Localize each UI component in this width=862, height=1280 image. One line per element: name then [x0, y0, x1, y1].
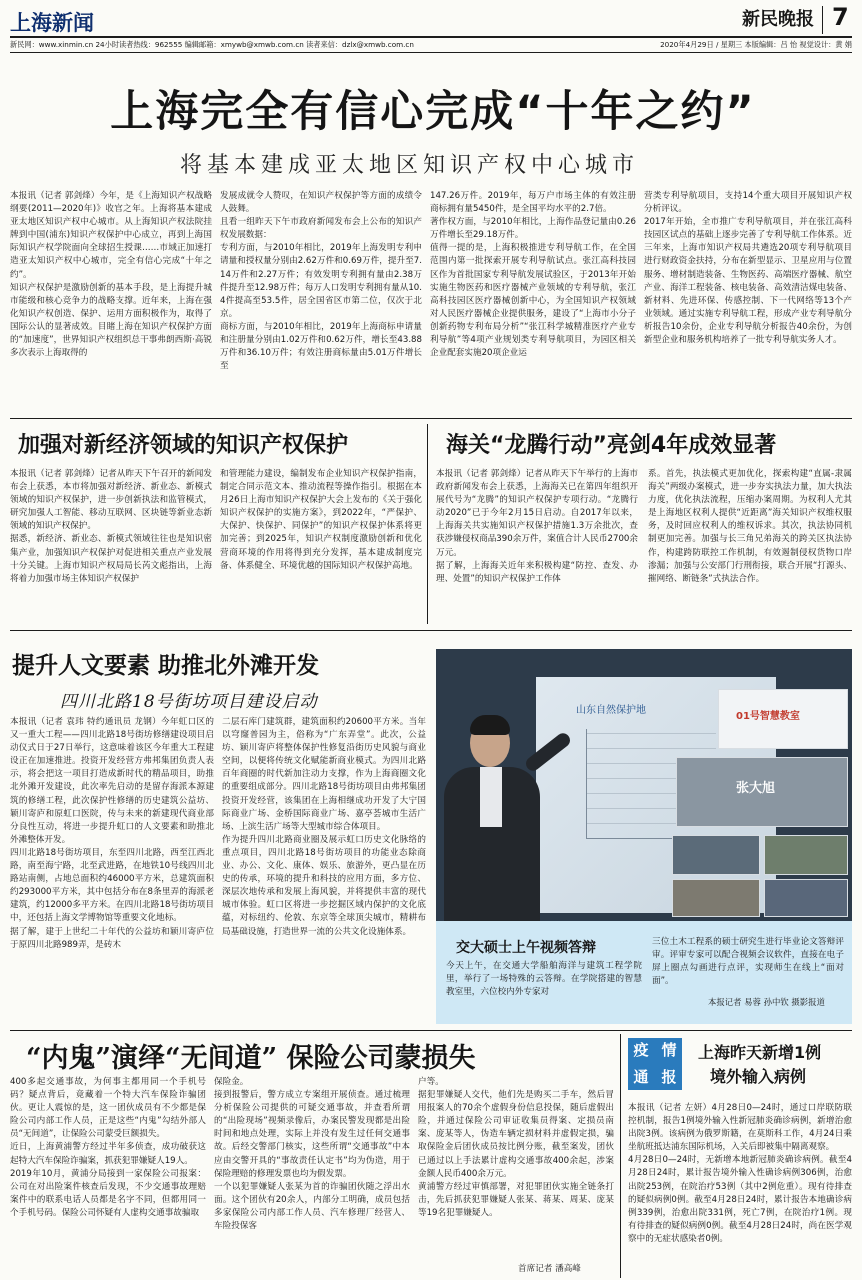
- badge-char-4: 报: [661, 1068, 677, 1086]
- newspaper-logo: 新民晚报: [742, 9, 814, 30]
- story3-headline: 海关“龙腾行动”亮剑4年成效显著: [446, 433, 777, 458]
- photo-caption-right: 三位土木工程系的硕士研究生进行毕业论文答辩评审。评审专家可以配合视频会议软件，直接在电子屏上圈点勾画进行点评，实现师生在线上“面对面”。: [652, 937, 844, 986]
- story4-column-2: 二层石库门建筑群，建筑面积约20600平方米。当年以穹窿普园为主，俗称为“广东弄堂”。此次，公益坊、颖川寄庐将整体保护性修复沿街历史风貌与商业空间，以便将传统文化赋能新商业模式。为四川北路百年商圈的时代新加注动力支撑，作为上海商圈文化的重要组成部分。四川北路18号街坊项目由弗邦集团投资开发经营，该集团在上海相继成功开发了大宁国际商业广场、金桥国际商业广场、嘉亭荟城市生活广场、上滨生活广场等大型城市综合体项目。 作为提升四川北路商业圈及展示虹口历史文化脉络的重点项目，四川北路18号街坊项目的功能业态除商业、办公、文化、康体、娱乐、旅游外，更凸显在历史的传承，环境的提升和科技的应用方面，多方位、深层次地传承和发展上海风貌，并将提供丰富的现代城市体验。虹口区将进一步挖掘区域内保护的文化底蕴，对标纽约、伦敦、东京等全球顶尖城市，精耕布局基础设施，打造世界一流的公共文化设施体系。: [222, 717, 426, 937]
- masthead-rule: [10, 36, 852, 38]
- screen-title: 山东自然保护地: [576, 705, 646, 716]
- story3-column-2: 系。首先，执法模式更加优化，探索构建“直属-隶属海关”两级办案模式，进一步夯实执法力量，加大执法力度，优化执法流程，压缩办案周期。为权利人尤其是上海地区权利人提供“近距离”海关知识产权维权服务，及时回应权利人的维权诉求。其次，执法协同机制更加完善。加强与长三角兄弟海关的跨关区执法协作，构建跨防联控工作机制，有效遏制侵权货物口岸渗漏；加强与公安部门行刑衔接，联合开展“打源头、摧网络、断链条”式执法合作。: [648, 469, 852, 584]
- video-panel-6: [764, 879, 848, 917]
- lead-bottom-rule: [10, 418, 852, 419]
- story5-column-2: 保险金。 接到报警后，警方成立专案组开展侦查。通过梳理分析保险公司提供的可疑交通事故，并查看所谓的“出险现场”视频录像后，办案民警发现都是出险时间和地点处理，实际上并没有发生过任何交通事故。后经交警部门核实，这些所谓“交通事故”中本应由交警开具的“事故责任认定书”均为伪造，用于保险理赔的修理发票也均为假发票。 一个以犯罪嫌疑人张某为首的诈骗团伙随之浮出水面。这个团伙有20余人，内部分工明确，成员包括多家保险公司内部工作人员、汽车修理厂经营人、车险投保客: [214, 1077, 410, 1232]
- story5-column-1: 400多起交通事故，为何事主都用同一个手机号码？疑点背后，竟藏着一个特大汽车保险诈骗团伙。更让人震惊的是，这一团伙成员有不少都是保险公司内部工作人员，正是这些“内鬼”勾结外部人员“无间道”，让保险公司蒙受巨额损失。 近日，上海黄浦警方经过半年多侦查，成功破获这起特大汽车保险诈骗案，抓获犯罪嫌疑人19人。 2019年10月，黄浦分局接到一家保险公司报案：公司在对出险案件核查后发现，不少交通事故理赔案件中的联系电话人员都是名字不同，但都用同一个手机号码。保险公司怀疑有人虚构交通事故骗取: [10, 1077, 206, 1218]
- video-label-1: 01号智慧教室: [736, 711, 800, 722]
- masthead-rule-bottom: [10, 52, 852, 53]
- story3-bottom-rule: [10, 630, 852, 631]
- story2-story3-divider: [427, 424, 428, 624]
- date-line: 2020年4月29日 / 星期三 本版编辑：吕 怡 视觉设计：黄 娟: [660, 40, 852, 49]
- story5-story6-divider: [620, 1034, 621, 1278]
- section-title: 上海新闻: [10, 11, 94, 35]
- story4-headline: 提升人文要素 助推北外滩开发: [12, 653, 320, 679]
- lead-column-4: 营类专利导航项目，支持14个重大项目开展知识产权分析评议。 2017年开始，全市推广专利导航项目，并在张江高科技园区试点的基础上逐步完善了专利导航工作体系。近三年来，上海市知识产权局共遴选20项专利导航项目进行财政资金扶持，分布在新型显示、卫星应用与位置服务、增材制造装备、生物医药、高端医疗器械、航空产业、海洋工程装备、核电装备、高效清洁煤电装备、新材料、先进环保、传感控制、下一代网络等13个产业领域。通过实施专利导航工程，形成产业专利导航分析报告10余份，企业专利导航分析报告40余份，为创新型企业和服务机构培养了一批专利导航实务人才。: [644, 191, 852, 346]
- epidemic-report-badge: [628, 1038, 682, 1090]
- news-photo: [436, 649, 852, 921]
- photo-credit: 本报记者 易蓉 孙中钦 摄影报道: [708, 997, 825, 1007]
- video-panel-4: [764, 835, 848, 875]
- story4-subheadline: 四川北路18号街坊项目建设启动: [60, 692, 318, 712]
- story6-headline-line-1: 上海昨天新增1例: [698, 1043, 822, 1062]
- story6-body: 本报讯（记者 左妍）4月28日0—24时，通过口岸联防联控机制，报告1例境外输入性新冠肺炎确诊病例，新增治愈出院3例。该病例为俄罗斯籍，在莫斯科工作，4月24日乘坐航班抵达浦东国际机场，入关后即被集中隔离观察。 4月28日0—24时，无新增本地新冠肺炎确诊病例。截至4月28日24时，累计报告境外输入性确诊病例306例，治愈出院253例，在院治疗53例（其中2例危重）。现有待排查的疑似病例0例。截至4月28日24时，累计报告本地确诊病例339例，治愈出院331例，死亡7例，在院治疗1例。现有待排查的疑似病例0例。截至4月28日24时，尚在医学观察中的无症状感染者0例。: [628, 1103, 852, 1244]
- badge-char-3: 通: [633, 1068, 649, 1086]
- badge-char-1: 疫: [633, 1041, 649, 1059]
- story4-bottom-rule: [10, 1030, 852, 1031]
- story6-headline-line-2: 境外输入病例: [710, 1067, 807, 1086]
- presenter-shirt: [480, 767, 502, 827]
- photo-caption-title: 交大硕士上午视频答辩: [456, 940, 596, 956]
- lead-column-3: 147.26万件。2019年，每万户市场主体的有效注册商标拥有量5450件，是全国平均水平的2.7倍。 著作权方面，与2010年相比，上海作品登记量由0.26万件增长至29.18万件。 值得一提的是，上海积极推进专利导航工作，在全国范围内第一批探索开展专利导航试点。张江高科技园区作为首批国家专利导航发展试验区，于2013年开始实施生物医药和医疗器械产业领域的专利导航，张江高科技园区医疗器械创新中心，为全国知识产权领域对人民医疗器械企业提供服务，建设了“上海市小分子创新药物专利布局分析”“张江科学城精准医疗产业专利导航”等4项产业规划类专利导航项目，为园区相关企业配套实施20项企业运: [430, 191, 636, 359]
- story5-headline: “内鬼”演绎“无间道” 保险公司蒙损失: [26, 1043, 476, 1074]
- lead-headline: 上海完全有信心完成“十年之约”: [110, 87, 756, 137]
- video-label-2: 张大旭: [736, 781, 776, 796]
- story5-credit: 首席记者 潘高峰: [518, 1264, 581, 1274]
- photo-caption-left: 今天上午，在交通大学船舶海洋与建筑工程学院里，举行了一场特殊的云答辩。在学院搭建的智慧教室里，六位校内外专家对: [446, 961, 642, 997]
- lead-column-2: 发展成就令人赞叹，在知识产权保护等方面的成绩令人鼓舞。 且看一组昨天下午市政府新闻发布会上公布的知识产权发展数据： 专利方面，与2010年相比，2019年上海发明专利申请量和授权量分别由2.62万件和0.69万件，提升至7.14万件和2.27万件；有效发明专利拥有量由2.38万件提升至12.98万件；每万人口发明专利拥有量从10.4件提高至53.5件，居全国省区市第二位，仅次于北京。 商标方面，与2010年相比，2019年上海商标申请量和注册量分别由1.02万件和0.62万件，增长至43.88万件和36.10万件；有效注册商标量由5.01万件增长至: [220, 191, 422, 372]
- contact-line: 新民网：www.xinmin.cn 24小时读者热线：962555 编辑邮箱：xmywb@xmwb.com.cn 读者来信：dzlx@xmwb.com.cn: [10, 40, 414, 49]
- story5-column-3: 户等。 据犯罪嫌疑人交代，他们先是购买二手车，然后冒用报案人的70余个虚假身份信息投保，随后虚假出险，并通过保险公司审证收集员得案、定损员南案、庞某等人，伪造车辆定损材料并虚假定损，骗取保险金后团伙成员按比例分账，截至案发，团伙已通过以上手法累计虚构交通事故400余起，涉案金额人民币400余万元。 黄浦警方经过审慎部署，对犯罪团伙实施全链条打击，先后抓获犯罪嫌疑人张某、蒋某、周某、庞某等19名犯罪嫌疑人。: [418, 1077, 614, 1218]
- story2-headline: 加强对新经济领域的知识产权保护: [18, 433, 349, 458]
- video-panel-3: [672, 835, 760, 875]
- story2-column-1: 本报讯（记者 郭剑烽）记者从昨天下午召开的新闻发布会上获悉，本市将加强对新经济、新业态、新模式领域的知识产权保护，进一步创新执法和监管模式，研究加强人工智能、移动互联网、区块链等新业态新领域的知识产权保护。 据悉，新经济、新业态、新模式领域往往也是知识密集产业，加强知识产权保护对促进相关重点产业发展十分关键。上海市知识产权局局长芮文彪指出，上海将着力加强市场主体知识产权保护: [10, 469, 212, 584]
- video-panel-5: [672, 879, 760, 917]
- page-number: 7: [832, 3, 849, 31]
- lead-subheadline: 将基本建成亚太地区知识产权中心城市: [180, 153, 640, 178]
- badge-char-2: 情: [661, 1041, 677, 1059]
- story3-column-1: 本报讯（记者 郭剑烽）记者从昨天下午举行的上海市政府新闻发布会上获悉，上海海关已在第四年组织开展代号为“龙腾”的知识产权保护专项行动。“龙腾行动2020”已于今年2月15日启动。自2017年以来，上海海关共实施知识产权保护措施1.3万余批次，查获涉嫌侵权商品390余万件，案值合计人民币2700余万元。 据了解，上海海关近年来积极构建“防控、查发、办理、处置”的知识产权保护工作体: [436, 469, 638, 584]
- lead-column-1: 本报讯（记者 郭剑烽）今年，是《上海知识产权战略纲要(2011—2020年)》收官之年。上海将基本建成亚太地区知识产权中心城市。从上海知识产权法院挂牌到中国(浦东)知识产权保护中心成立，再到上海国际知识产权学院面向全球招生授课……市域正加速打造亚太知识产权中心城市，完全有信心完成“十年之约”。 知识产权保护是激励创新的基本手段，是上海提升城市能级和核心竞争力的战略支撑。近年来，上海在强化知识产权创造、保护、运用方面积极作为，取得了国际公认的显著成效。目睹上海在知识产权保护方面的“加速度”，世界知识产权组织总干事弗朗西斯·高锐多次表示上海取得的: [10, 191, 212, 359]
- presenter-hair: [470, 715, 510, 735]
- masthead-divider: [822, 6, 823, 34]
- story4-column-1: 本报讯（记者 袁玮 特约通讯员 龙钢）今年虹口区的又一重大工程——四川北路18号街坊修缮建设项目启动仪式日于27日举行，这意味着该区今年重大工程建设正在加速推进。投资开发经营方弗邦集团负责人表示，将会把这一项目打造成新时代的精品项目，助推北外滩开发建设，此次率先启动的是留存海派本源建筑的修缮工程，此次保护性修缮的历史建筑公益坊、颖川寄庐和原虹口医院，传与未来的新建现代商业部分良性互动，将进一步提升虹口的人文要素和助推北外滩整体开发。 四川北路18号街坊项目，东至四川北路，西至江西北路，南至海宁路，北至武进路，在地铁10号线四川北路站南侧，占地总面积约46000平方米，总建筑面积约293000平方米，其中包括分布在8条里弄的海派老建筑，约12000多平方米。在四川北路18号街坊项目中，还包括上海文学博物馆等重要文化地标。 据了解，建于上世纪二十年代的公益坊和颖川寄庐位于原四川北路989弄，是砖木: [10, 717, 214, 950]
- story2-column-2: 和管理能力建设，编制发布企业知识产权保护指南，制定合同示范文本、推动流程等操作指引。根据在本月26日上海市知识产权保护大会上发布的《关于强化知识产权保护的实施方案》，到2022年，“严保护、大保护、快保护、同保护”的知识产权保护体系将更加完善；到2025年，知识产权制度激励创新和优化营商环境的作用将得到充分发挥，基本建成制度完备、体系健全、环境优越的国际知识产权保护高地。: [220, 469, 422, 571]
